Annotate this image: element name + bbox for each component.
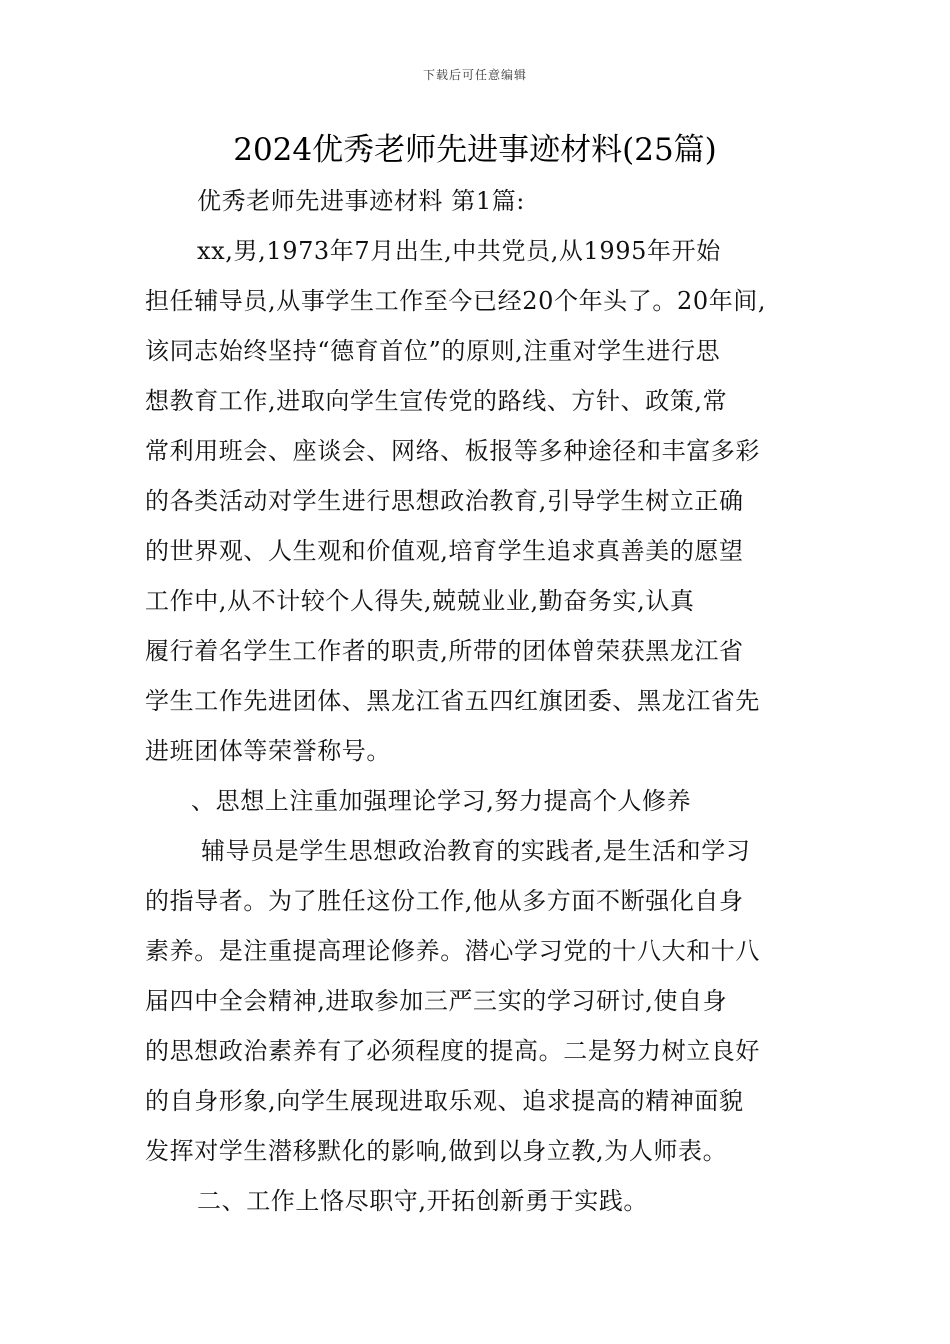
paragraph-line: 的思想政治素养有了必须程度的提高。二是努力树立良好 xyxy=(145,1037,760,1065)
paragraph-line: 素养。是注重提高理论修养。潜心学习党的十八大和十八 xyxy=(145,937,760,965)
paragraph-line: 学生工作先进团体、黑龙江省五四红旗团委、黑龙江省先 xyxy=(145,687,760,715)
header-note: 下载后可任意编辑 xyxy=(422,68,527,82)
paragraph-line: 履行着名学生工作者的职责,所带的团体曾荣获黑龙江省 xyxy=(145,637,744,665)
document-body xyxy=(145,176,810,1226)
paragraph-line: 的世界观、人生观和价值观,培育学生追求真善美的愿望 xyxy=(145,537,744,565)
paragraph-line: 想教育工作,进取向学生宣传党的路线、方针、政策,常 xyxy=(145,387,728,415)
paragraph-line: 进班团体等荣誉称号。 xyxy=(145,737,391,765)
paragraph-line: 发挥对学生潜移默化的影响,做到以身立教,为人师表。 xyxy=(145,1137,728,1165)
paragraph-line: 常利用班会、座谈会、网络、板报等多种途径和丰富多彩 xyxy=(145,437,760,465)
section-heading-1: 优秀老师先进事迹材料 第1篇: xyxy=(197,187,525,215)
paragraph-line: xx,男,1973年7月出生,中共党员,从1995年开始 xyxy=(197,237,721,265)
paragraph-line: 工作中,从不计较个人得失,兢兢业业,勤奋务实,认真 xyxy=(145,587,695,615)
paragraph-line: 的指导者。为了胜任这份工作,他从多方面不断强化自身 xyxy=(145,887,744,915)
paragraph-line: 届四中全会精神,进取参加三严三实的学习研讨,使自身 xyxy=(145,987,728,1015)
paragraph-line: 的自身形象,向学生展现进取乐观、追求提高的精神面貌 xyxy=(145,1087,744,1115)
paragraph-line: 担任辅导员,从事学生工作至今已经20个年头了。20年间, xyxy=(145,287,767,315)
paragraph-line: 的各类活动对学生进行思想政治教育,引导学生树立正确 xyxy=(145,487,744,515)
section-heading-3: 二、工作上恪尽职守,开拓创新勇于实践。 xyxy=(197,1187,649,1215)
document-title: 2024优秀老师先进事迹材料(25篇) xyxy=(233,132,717,168)
paragraph-line: 辅导员是学生思想政治教育的实践者,是生活和学习 xyxy=(201,837,751,865)
paragraph-line: 该同志始终坚持“德育首位”的原则,注重对学生进行思 xyxy=(145,337,721,365)
section-heading-2: 、思想上注重加强理论学习,努力提高个人修养 xyxy=(191,787,692,815)
